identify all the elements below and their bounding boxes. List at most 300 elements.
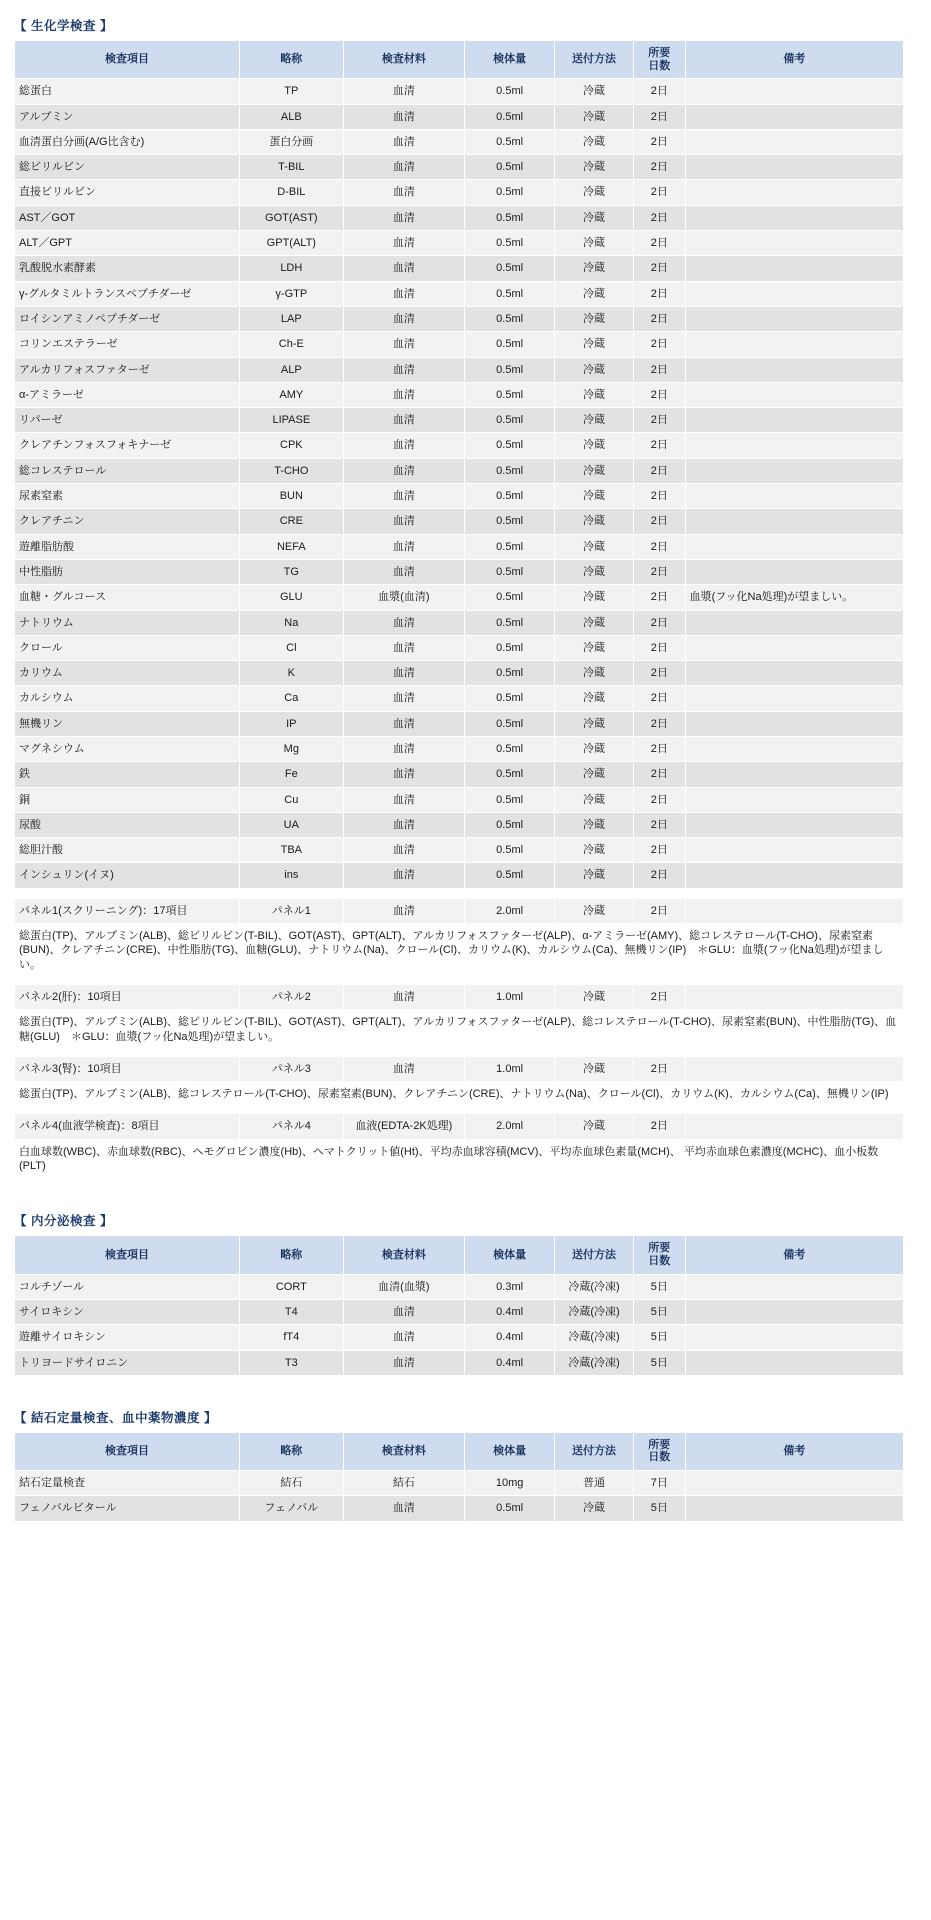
cell-ship: 冷蔵 [555,737,634,762]
cell-item: コルチゾール [15,1274,240,1299]
cell-volume: 0.5ml [465,408,555,433]
panel-description: 総蛋白(TP)、アルブミン(ALB)、総ビリルビン(T-BIL)、GOT(AST)、GPT(ALT)、アルカリフォスファターゼ(ALP)、総コレステロール(T-CHO)、尿素窒素(BUN)、中性脂肪(TG)、血糖(GLU) ＊GLU：血漿(フッ化Na処理)が望ましい。 [15,1010,904,1050]
table-row [15,433,904,458]
cell-days: 2日 [633,281,685,306]
column-header: 検査項目 [15,1432,240,1470]
table-row [15,509,904,534]
cell-item: ロイシンアミノペプチダーゼ [15,306,240,331]
cell-item: パネル2(肝)：10項目 [15,984,240,1009]
cell-days: 2日 [633,458,685,483]
cell-ship: 冷蔵 [555,382,634,407]
cell-volume: 1.0ml [465,984,555,1009]
cell-days: 2日 [633,205,685,230]
cell-days: 2日 [633,610,685,635]
cell-note [685,812,903,837]
table-row [15,762,904,787]
cell-material: 血清 [343,357,465,382]
cell-abbr: T3 [240,1350,344,1375]
cell-material: 血清 [343,408,465,433]
cell-item: 総蛋白 [15,79,240,104]
cell-material: 血清 [343,458,465,483]
cell-item: 遊離脂肪酸 [15,534,240,559]
cell-material: 血清 [343,155,465,180]
table-row [15,1299,904,1324]
section-title: 【 内分泌検査 】 [14,1214,113,1229]
cell-volume: 1.0ml [465,1056,555,1081]
cell-abbr: ALB [240,104,344,129]
cell-days: 2日 [633,484,685,509]
column-header: 検査材料 [343,1236,465,1274]
cell-note [685,155,903,180]
cell-volume: 0.5ml [465,382,555,407]
cell-material: 血清 [343,559,465,584]
cell-volume: 0.5ml [465,104,555,129]
cell-ship: 冷蔵 [555,984,634,1009]
cell-days: 2日 [633,812,685,837]
cell-material: 血清 [343,898,465,923]
cell-abbr: fT4 [240,1325,344,1350]
cell-days: 2日 [633,787,685,812]
cell-material: 血清 [343,129,465,154]
cell-days: 2日 [633,559,685,584]
cell-days: 2日 [633,863,685,888]
cell-volume: 0.5ml [465,281,555,306]
cell-days: 2日 [633,711,685,736]
cell-ship: 冷蔵(冷凍) [555,1274,634,1299]
panel-description: 白血球数(WBC)、赤血球数(RBC)、ヘモグロビン濃度(Hb)、ヘマトクリット値(Ht)、平均赤血球容積(MCV)、平均赤血球色素量(MCH)、 平均赤血球色素濃度(MCHC)、血小板数(PLT) [15,1139,904,1179]
cell-note [685,1114,903,1139]
cell-note [685,256,903,281]
cell-days: 2日 [633,762,685,787]
cell-volume: 0.5ml [465,357,555,382]
spacer [12,889,919,898]
column-header: 略称 [240,1432,344,1470]
cell-days: 2日 [633,256,685,281]
cell-material: 血清 [343,686,465,711]
table-header-row [15,1432,904,1470]
cell-volume: 0.5ml [465,1496,555,1521]
table-row [15,281,904,306]
cell-volume: 0.4ml [465,1299,555,1324]
cell-item: 尿酸 [15,812,240,837]
cell-ship: 冷蔵 [555,711,634,736]
table-row [15,711,904,736]
column-header: 略称 [240,41,344,79]
cell-days: 2日 [633,129,685,154]
cell-note [685,838,903,863]
column-header: 送付方法 [555,41,634,79]
panel-description-row [15,1139,904,1179]
cell-item: 直接ビリルビン [15,180,240,205]
cell-note [685,984,903,1009]
cell-material: 血清 [343,332,465,357]
table-row [15,129,904,154]
table-row [15,838,904,863]
cell-item: フェノバルビタール [15,1496,240,1521]
cell-ship: 冷蔵 [555,1056,634,1081]
cell-item: α-アミラーゼ [15,382,240,407]
cell-volume: 0.5ml [465,231,555,256]
cell-days: 2日 [633,104,685,129]
cell-abbr: K [240,661,344,686]
cell-abbr: TBA [240,838,344,863]
cell-days: 2日 [633,332,685,357]
spacer [12,1376,919,1402]
cell-abbr: Cl [240,635,344,660]
cell-volume: 0.5ml [465,812,555,837]
cell-note [685,484,903,509]
cell-days: 2日 [633,838,685,863]
cell-volume: 0.5ml [465,661,555,686]
cell-note [685,534,903,559]
table-header-row [15,1236,904,1274]
cell-item: 無機リン [15,711,240,736]
cell-material: 血清 [343,711,465,736]
cell-days: 5日 [633,1299,685,1324]
panel-description-row [15,924,904,978]
cell-material: 血清 [343,635,465,660]
cell-abbr: Ca [240,686,344,711]
cell-abbr: D-BIL [240,180,344,205]
cell-ship: 冷蔵 [555,408,634,433]
cell-abbr: γ-GTP [240,281,344,306]
cell-note [685,1496,903,1521]
table-row [15,231,904,256]
cell-note [685,1350,903,1375]
cell-abbr: NEFA [240,534,344,559]
cell-days: 2日 [633,306,685,331]
cell-ship: 冷蔵 [555,256,634,281]
cell-note [685,737,903,762]
cell-days: 5日 [633,1496,685,1521]
table-row [15,812,904,837]
panel-row [15,984,904,1009]
cell-days: 2日 [633,382,685,407]
cell-volume: 0.4ml [465,1350,555,1375]
table-row [15,787,904,812]
cell-volume: 0.5ml [465,737,555,762]
cell-ship: 冷蔵 [555,509,634,534]
cell-material: 血清 [343,1350,465,1375]
cell-item: トリヨードサイロニン [15,1350,240,1375]
cell-item: パネル3(腎)：10項目 [15,1056,240,1081]
cell-days: 2日 [633,534,685,559]
cell-ship: 冷蔵(冷凍) [555,1350,634,1375]
cell-days: 2日 [633,984,685,1009]
cell-days: 2日 [633,737,685,762]
cell-ship: 冷蔵 [555,1496,634,1521]
cell-volume: 0.5ml [465,610,555,635]
exam-table [14,40,904,889]
cell-days: 5日 [633,1325,685,1350]
column-header: 所要 日数 [633,41,685,79]
column-header: 備考 [685,41,903,79]
cell-volume: 0.5ml [465,458,555,483]
cell-ship: 冷蔵 [555,762,634,787]
cell-note [685,787,903,812]
cell-ship: 冷蔵 [555,180,634,205]
cell-material: 血清 [343,610,465,635]
cell-ship: 冷蔵 [555,155,634,180]
cell-volume: 0.5ml [465,79,555,104]
column-header: 略称 [240,1236,344,1274]
cell-abbr: CORT [240,1274,344,1299]
cell-ship: 冷蔵 [555,104,634,129]
cell-abbr: LIPASE [240,408,344,433]
cell-abbr: Fe [240,762,344,787]
cell-material: 血清 [343,1325,465,1350]
cell-abbr: BUN [240,484,344,509]
cell-note [685,332,903,357]
cell-item: 尿素窒素 [15,484,240,509]
cell-note [685,104,903,129]
cell-note [685,1274,903,1299]
column-header: 送付方法 [555,1432,634,1470]
cell-item: アルブミン [15,104,240,129]
column-header: 検体量 [465,1236,555,1274]
cell-material: 血清 [343,306,465,331]
cell-ship: 冷蔵 [555,357,634,382]
cell-note [685,711,903,736]
table-row [15,534,904,559]
cell-abbr: ALP [240,357,344,382]
cell-note [685,180,903,205]
cell-abbr: IP [240,711,344,736]
table-row [15,180,904,205]
panel-table [14,984,904,1050]
column-header: 所要 日数 [633,1236,685,1274]
cell-abbr: 蛋白分画 [240,129,344,154]
table-row [15,79,904,104]
cell-volume: 0.5ml [465,332,555,357]
cell-abbr: TG [240,559,344,584]
cell-material: 血清 [343,180,465,205]
cell-item: リパーゼ [15,408,240,433]
cell-volume: 0.5ml [465,256,555,281]
cell-item: 血清蛋白分画(A/G比含む) [15,129,240,154]
cell-volume: 0.5ml [465,635,555,660]
table-row [15,484,904,509]
cell-volume: 0.4ml [465,1325,555,1350]
column-header: 検体量 [465,41,555,79]
cell-volume: 0.5ml [465,205,555,230]
cell-days: 2日 [633,231,685,256]
cell-volume: 0.5ml [465,711,555,736]
cell-ship: 冷蔵(冷凍) [555,1299,634,1324]
column-header: 備考 [685,1236,903,1274]
table-row [15,585,904,610]
cell-volume: 0.5ml [465,484,555,509]
table-row [15,408,904,433]
cell-days: 2日 [633,1056,685,1081]
cell-material: 血清 [343,79,465,104]
cell-material: 血清 [343,838,465,863]
cell-days: 2日 [633,408,685,433]
cell-note [685,863,903,888]
cell-item: ナトリウム [15,610,240,635]
cell-abbr: フェノバル [240,1496,344,1521]
cell-ship: 冷蔵 [555,433,634,458]
cell-material: 血清 [343,509,465,534]
cell-days: 2日 [633,433,685,458]
table-header-row [15,41,904,79]
cell-volume: 0.5ml [465,559,555,584]
cell-abbr: 結石 [240,1471,344,1496]
table-row [15,382,904,407]
document-root [12,16,919,1522]
cell-volume: 0.5ml [465,534,555,559]
cell-volume: 0.5ml [465,585,555,610]
cell-item: アルカリフォスファターゼ [15,357,240,382]
cell-note [685,1471,903,1496]
column-header: 検査項目 [15,1236,240,1274]
cell-material: 血清 [343,433,465,458]
cell-material: 血液(EDTA-2K処理) [343,1114,465,1139]
cell-abbr: Mg [240,737,344,762]
cell-abbr: ins [240,863,344,888]
cell-days: 2日 [633,180,685,205]
table-row [15,458,904,483]
panel-table [14,1113,904,1179]
cell-days: 2日 [633,1114,685,1139]
column-header: 備考 [685,1432,903,1470]
cell-abbr: GLU [240,585,344,610]
table-row [15,256,904,281]
panel-description-row [15,1082,904,1107]
cell-item: クレアチンフォスフォキナーゼ [15,433,240,458]
cell-item: クロール [15,635,240,660]
cell-material: 血清 [343,1299,465,1324]
cell-item: クレアチニン [15,509,240,534]
cell-volume: 2.0ml [465,898,555,923]
cell-ship: 冷蔵 [555,898,634,923]
cell-note [685,1299,903,1324]
cell-material: 血清 [343,104,465,129]
cell-ship: 冷蔵 [555,812,634,837]
cell-item: ALT／GPT [15,231,240,256]
cell-days: 2日 [633,661,685,686]
table-row [15,104,904,129]
cell-abbr: CPK [240,433,344,458]
cell-ship: 冷蔵 [555,458,634,483]
spacer [12,1179,919,1205]
cell-days: 2日 [633,585,685,610]
cell-material: 血清 [343,984,465,1009]
cell-days: 2日 [633,635,685,660]
cell-item: マグネシウム [15,737,240,762]
cell-item: カリウム [15,661,240,686]
cell-days: 5日 [633,1350,685,1375]
table-row [15,661,904,686]
cell-material: 血清 [343,484,465,509]
cell-ship: 冷蔵 [555,838,634,863]
panel-row [15,1114,904,1139]
cell-item: コリンエステラーゼ [15,332,240,357]
cell-ship: 冷蔵 [555,787,634,812]
cell-ship: 冷蔵 [555,484,634,509]
cell-note [685,382,903,407]
cell-abbr: T4 [240,1299,344,1324]
cell-note [685,281,903,306]
panel-table [14,1056,904,1108]
table-row [15,863,904,888]
table-row [15,1471,904,1496]
cell-material: 血清 [343,281,465,306]
cell-material: 血清(血漿) [343,1274,465,1299]
column-header: 検査項目 [15,41,240,79]
cell-material: 結石 [343,1471,465,1496]
cell-ship: 冷蔵 [555,585,634,610]
cell-volume: 0.5ml [465,838,555,863]
cell-abbr: Ch-E [240,332,344,357]
cell-material: 血清 [343,1496,465,1521]
cell-material: 血清 [343,382,465,407]
table-row [15,1496,904,1521]
cell-note: 血漿(フッ化Na処理)が望ましい。 [685,585,903,610]
column-header: 送付方法 [555,1236,634,1274]
cell-ship: 冷蔵 [555,332,634,357]
table-row [15,1325,904,1350]
column-header: 検体量 [465,1432,555,1470]
cell-volume: 2.0ml [465,1114,555,1139]
cell-ship: 冷蔵 [555,686,634,711]
cell-item: カルシウム [15,686,240,711]
table-row [15,205,904,230]
cell-material: 血漿(血清) [343,585,465,610]
table-row [15,1274,904,1299]
cell-note [685,1056,903,1081]
cell-ship: 冷蔵(冷凍) [555,1325,634,1350]
cell-volume: 0.5ml [465,762,555,787]
cell-volume: 10mg [465,1471,555,1496]
cell-note [685,762,903,787]
cell-item: γ-グルタミルトランスペプチダーゼ [15,281,240,306]
column-header: 検査材料 [343,1432,465,1470]
cell-abbr: パネル2 [240,984,344,1009]
cell-material: 血清 [343,256,465,281]
cell-item: 総胆汁酸 [15,838,240,863]
cell-note [685,79,903,104]
cell-note [685,559,903,584]
cell-ship: 冷蔵 [555,129,634,154]
cell-abbr: AMY [240,382,344,407]
cell-volume: 0.5ml [465,306,555,331]
cell-ship: 冷蔵 [555,534,634,559]
cell-abbr: TP [240,79,344,104]
panel-table [14,898,904,978]
cell-item: 遊離サイロキシン [15,1325,240,1350]
cell-item: 総ビリルビン [15,155,240,180]
cell-item: 血糖・グルコース [15,585,240,610]
cell-volume: 0.5ml [465,863,555,888]
cell-abbr: Na [240,610,344,635]
cell-item: インシュリン(イヌ) [15,863,240,888]
cell-ship: 冷蔵 [555,1114,634,1139]
cell-material: 血清 [343,661,465,686]
cell-days: 2日 [633,79,685,104]
cell-volume: 0.5ml [465,509,555,534]
cell-days: 2日 [633,509,685,534]
column-header: 所要 日数 [633,1432,685,1470]
cell-item: パネル1(スクリーニング)：17項目 [15,898,240,923]
cell-item: 結石定量検査 [15,1471,240,1496]
panel-row [15,898,904,923]
cell-note [685,898,903,923]
table-row [15,610,904,635]
cell-abbr: LAP [240,306,344,331]
cell-item: 総コレステロール [15,458,240,483]
cell-abbr: T-CHO [240,458,344,483]
